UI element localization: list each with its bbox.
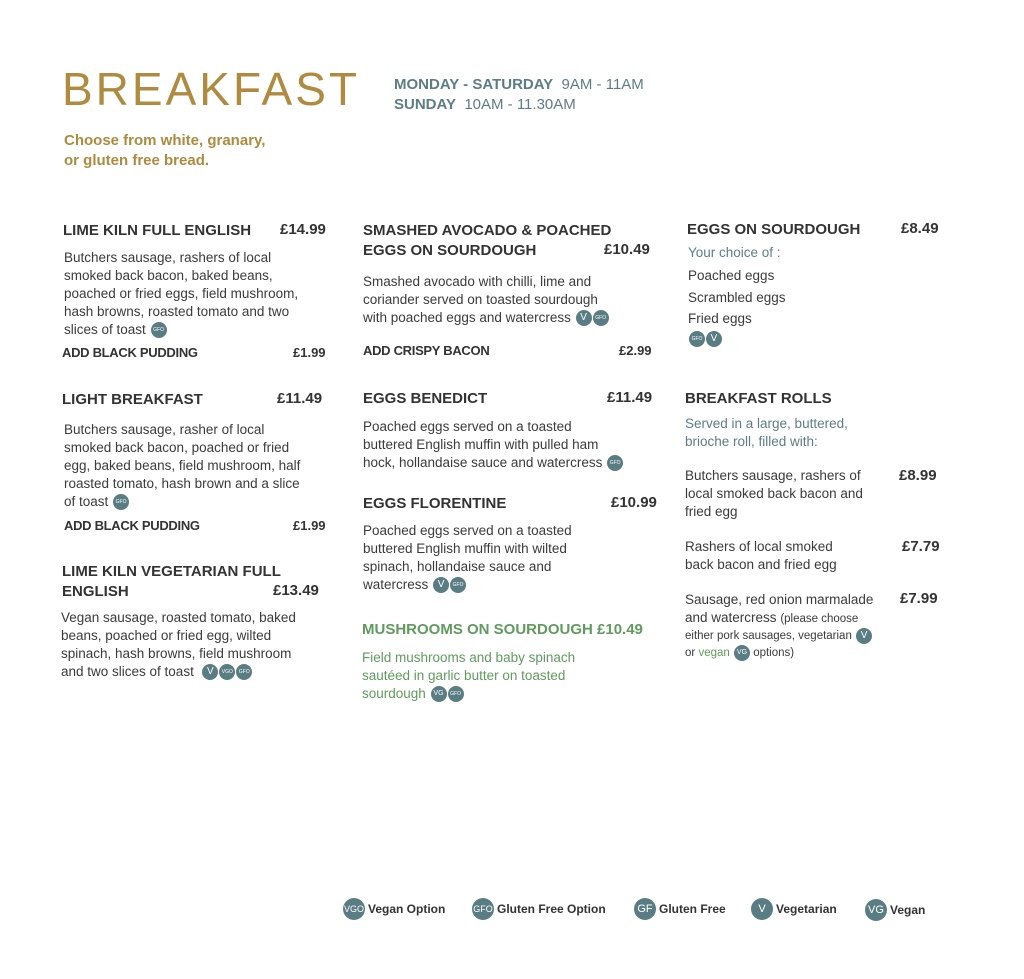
- gluten-free-icon: GF: [634, 898, 656, 920]
- item-name-mushrooms: MUSHROOMS ON SOURDOUGH £10.49: [362, 621, 643, 638]
- legend-vegetarian: V Vegetarian: [751, 898, 837, 920]
- item-price-benedict: £11.49: [607, 389, 653, 406]
- gluten-free-option-icon: GFO: [607, 455, 623, 471]
- egg-option: Fried eggs: [688, 311, 752, 326]
- item-price-full-english: £14.99: [280, 221, 326, 238]
- item-price-veg-english: £13.49: [273, 582, 319, 599]
- item-name-full-english: LIME KILN FULL ENGLISH: [63, 222, 252, 239]
- page-title: BREAKFAST: [62, 63, 360, 115]
- sunday-time: 10AM - 11.30AM: [464, 96, 576, 113]
- item-desc-benedict: Poached eggs served on a toasted buttered English muffin with pulled ham hock, hollandaise sauce and watercress GFO: [363, 418, 653, 472]
- gluten-free-option-icon: GFO: [448, 686, 464, 702]
- item-name-benedict: EGGS BENEDICT: [363, 390, 488, 407]
- item-desc-light-breakfast: Butchers sausage, rasher of local smoked back bacon, poached or fried egg, baked beans, field mushroom, half roasted tomato, hash brown and a slice of toast GFO: [64, 422, 301, 509]
- item-name-florentine: EGGS FLORENTINE: [363, 495, 507, 512]
- legend-vegan-option: VGO Vegan Option: [343, 898, 445, 920]
- item-price-light-breakfast: £11.49: [277, 390, 323, 407]
- addon-black-pudding-1: ADD BLACK PUDDING: [62, 345, 198, 360]
- sunday-label: SUNDAY: [394, 96, 456, 113]
- item-price-avocado: £10.49: [604, 241, 650, 258]
- item-name-eggs-sourdough: EGGS ON SOURDOUGH: [687, 221, 861, 238]
- egg-options-list: [688, 265, 786, 330]
- item-name-veg-english: LIME KILN VEGETARIAN FULL ENGLISH: [62, 563, 281, 600]
- roll-item-2: Rashers of local smoked back bacon and fried egg: [685, 539, 837, 572]
- item-price-eggs-sourdough: £8.49: [901, 220, 939, 237]
- gluten-free-option-icon: GFO: [450, 577, 466, 593]
- item-name-light-breakfast: LIGHT BREAKFAST: [62, 391, 203, 408]
- eggs-sourdough-badges: [688, 330, 722, 348]
- roll-price-1: £8.99: [899, 467, 937, 484]
- egg-option: Poached eggs: [688, 268, 775, 283]
- rolls-intro: Served in a large, buttered, brioche roll, filled with:: [685, 416, 848, 449]
- weekday-time: 9AM - 11AM: [561, 76, 644, 93]
- gluten-free-option-icon: GFO: [236, 664, 252, 680]
- addon-crispy-bacon: ADD CRISPY BACON: [363, 343, 490, 358]
- item-desc-mushrooms: Field mushrooms and baby spinach sautéed in garlic butter on toasted sourdough VG GFO: [362, 650, 576, 701]
- vegan-icon: VG: [431, 686, 447, 702]
- legend-gluten-free: GF Gluten Free: [634, 898, 726, 920]
- vegetarian-icon: V: [751, 898, 773, 920]
- egg-option: Scrambled eggs: [688, 289, 786, 305]
- addon-price-black-pudding-1: £1.99: [293, 345, 326, 360]
- vegetarian-icon: V: [576, 310, 592, 326]
- addon-black-pudding-2: ADD BLACK PUDDING: [64, 518, 200, 533]
- opening-hours: [394, 75, 644, 115]
- item-name-breakfast-rolls: BREAKFAST ROLLS: [685, 390, 832, 407]
- weekday-label: MONDAY - SATURDAY: [394, 76, 554, 93]
- roll-price-2: £7.79: [902, 538, 940, 555]
- bread-choice-note: Choose from white, granary, or gluten free bread.: [64, 132, 266, 169]
- item-desc-full-english: Butchers sausage, rashers of local smoked back bacon, baked beans, poached or fried eggs, field mushroom, hash browns, roasted tomato and two slices of toast GFO: [64, 250, 299, 337]
- addon-price-black-pudding-2: £1.99: [293, 518, 326, 533]
- roll-price-3: £7.99: [900, 590, 938, 607]
- addon-price-crispy-bacon: £2.99: [619, 343, 652, 358]
- item-price-florentine: £10.99: [611, 494, 657, 511]
- item-desc-veg-english: Vegan sausage, roasted tomato, baked beans, poached or fried egg, wilted spinach, hash browns, field mushroom and two slices of toast V VGO GFO: [61, 610, 296, 679]
- vegan-option-icon: VGO: [343, 898, 365, 920]
- vegetarian-icon: V: [202, 664, 218, 680]
- legend-vegan: VG Vegan: [865, 899, 925, 921]
- item-name-avocado: SMASHED AVOCADO & POACHED EGGS ON SOURDOUGH: [363, 222, 612, 259]
- choice-label: Your choice of :: [688, 245, 781, 260]
- gluten-free-option-icon: GFO: [113, 494, 129, 510]
- item-desc-avocado: Smashed avocado with chilli, lime and coriander served on toasted sourdough with poached eggs and watercress V GFO: [363, 273, 653, 327]
- vegan-option-icon: VGO: [219, 664, 235, 680]
- gluten-free-option-icon: GFO: [472, 898, 494, 920]
- vegan-icon: VG: [734, 645, 750, 661]
- gluten-free-option-icon: GFO: [593, 310, 609, 326]
- gluten-free-option-icon: GFO: [689, 331, 705, 347]
- vegetarian-icon: V: [433, 577, 449, 593]
- legend-gluten-free-option: GFO Gluten Free Option: [472, 898, 606, 920]
- vegetarian-icon: V: [706, 331, 722, 347]
- item-desc-florentine: Poached eggs served on a toasted buttered English muffin with wilted spinach, hollandaise sauce and watercress V GFO: [363, 523, 572, 592]
- gluten-free-option-icon: GFO: [151, 322, 167, 338]
- vegan-icon: VG: [865, 899, 887, 921]
- vegetarian-icon: V: [856, 628, 872, 644]
- roll-item-1: Butchers sausage, rashers of local smoked back bacon and fried egg: [685, 468, 863, 519]
- roll-item-3: Sausage, red onion marmalade and watercress (please choose either pork sausages, vegetarian V or vegan VG options): [685, 592, 874, 660]
